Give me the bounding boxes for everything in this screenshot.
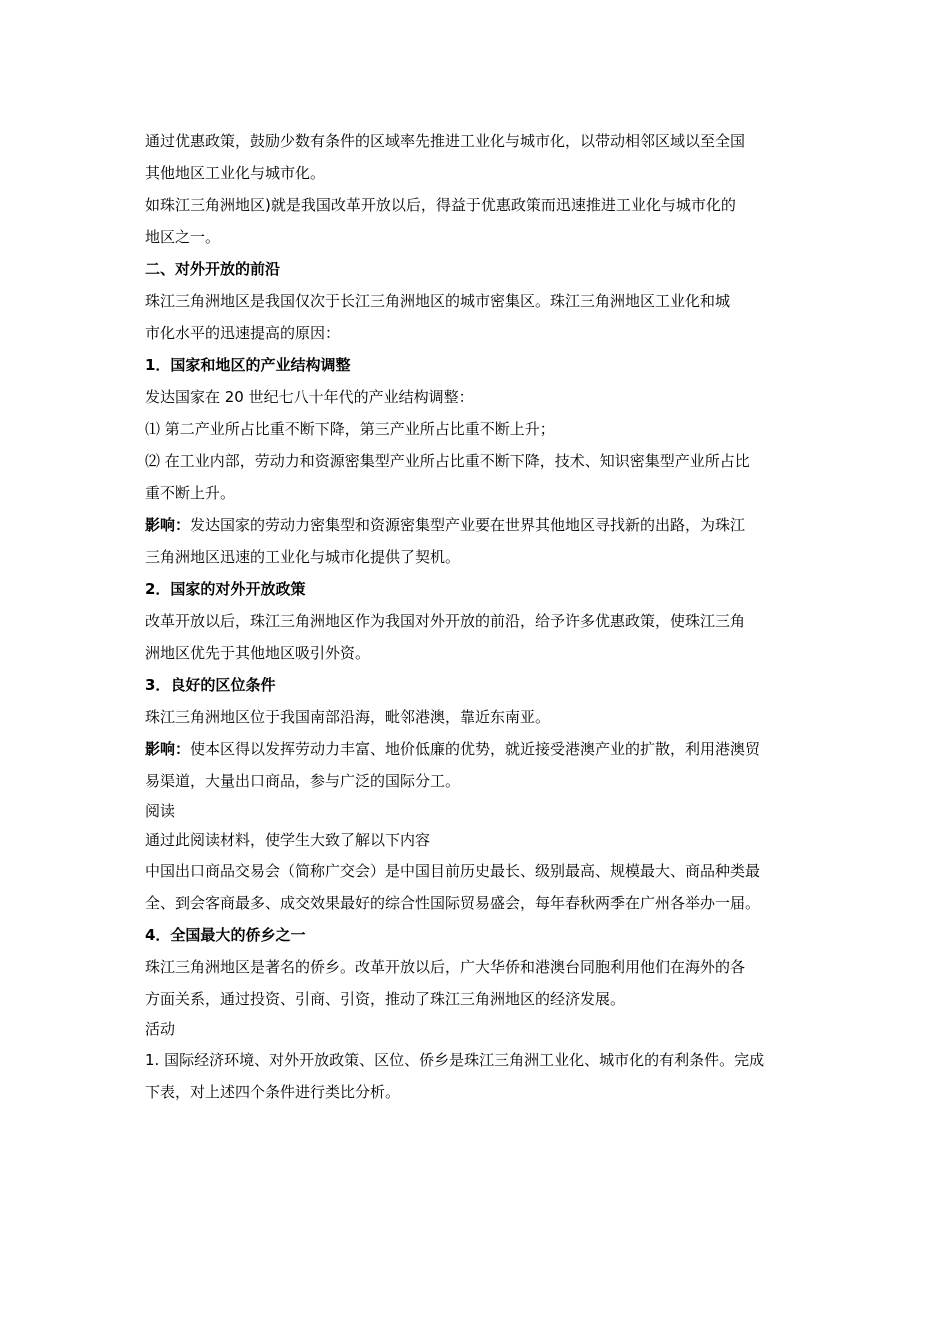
paragraph-line: 全、到会客商最多、成交效果最好的综合性国际贸易盛会，每年春秋两季在广州各举办一届。 (145, 894, 761, 912)
impact-text: 发达国家的劳动力密集型和资源密集型产业要在世界其他地区寻找新的出路，为珠江 (190, 516, 746, 534)
list-item: ⑵ 在工业内部，劳动力和资源密集型产业所占比重不断下降，技术、知识密集型产业所占比 (145, 452, 750, 470)
document-body (145, 125, 810, 1108)
subsection-heading: 3．良好的区位条件 (145, 676, 276, 694)
impact-label: 影响： (145, 516, 191, 534)
paragraph-line: 珠江三角洲地区位于我国南部沿海，毗邻港澳，靠近东南亚。 (145, 708, 551, 726)
paragraph-line: 发达国家在 20 世纪七八十年代的产业结构调整： (145, 388, 474, 406)
paragraph-line: 如珠江三角洲地区)就是我国改革开放以后，得益于优惠政策而迅速推进工业化与城市化的 (145, 196, 736, 214)
subsection-heading: 1．国家和地区的产业结构调整 (145, 356, 351, 374)
paragraph-line: 其他地区工业化与城市化。 (145, 164, 326, 182)
paragraph-line: 地区之一。 (145, 228, 221, 246)
subsection-heading: 4．全国最大的侨乡之一 (145, 926, 306, 944)
list-item: ⑴ 第二产业所占比重不断下降，第三产业所占比重不断上升； (145, 420, 555, 438)
paragraph-line: 1. 国际经济环境、对外开放政策、区位、侨乡是珠江三角洲工业化、城市化的有利条件。完成 (145, 1051, 765, 1069)
paragraph-line: 市化水平的迅速提高的原因： (145, 324, 341, 342)
paragraph-line: 通过此阅读材料，使学生大致了解以下内容 (145, 831, 431, 849)
paragraph-line: 易渠道，大量出口商品，参与广泛的国际分工。 (145, 772, 461, 790)
impact-text: 使本区得以发挥劳动力丰富、地价低廉的优势，就近接受港澳产业的扩散，利用港澳贸 (190, 740, 761, 758)
paragraph-line: 珠江三角洲地区是著名的侨乡。改革开放以后，广大华侨和港澳台同胞利用他们在海外的各 (145, 958, 746, 976)
activity-label: 活动 (145, 1020, 176, 1038)
paragraph-line: 通过优惠政策，鼓励少数有条件的区域率先推进工业化与城市化，以带动相邻区域以至全国 (145, 132, 746, 150)
subsection-heading: 2．国家的对外开放政策 (145, 580, 306, 598)
reading-label: 阅读 (145, 802, 176, 820)
paragraph-line: 珠江三角洲地区是我国仅次于长江三角洲地区的城市密集区。珠江三角洲地区工业化和城 (145, 292, 731, 310)
paragraph-line (145, 733, 810, 765)
section-heading: 二、对外开放的前沿 (145, 260, 281, 278)
paragraph-line: 中国出口商品交易会（简称广交会）是中国目前历史最长、级别最高、规模最大、商品种类最 (145, 862, 761, 880)
paragraph-line: 洲地区优先于其他地区吸引外资。 (145, 644, 371, 662)
paragraph-line: 三角洲地区迅速的工业化与城市化提供了契机。 (145, 548, 461, 566)
paragraph-line: 改革开放以后，珠江三角洲地区作为我国对外开放的前沿，给予许多优惠政策，使珠江三角 (145, 612, 746, 630)
paragraph-line: 方面关系，通过投资、引商、引资，推动了珠江三角洲地区的经济发展。 (145, 990, 626, 1008)
paragraph-line: 重不断上升。 (145, 484, 236, 502)
paragraph-line (145, 509, 810, 541)
impact-label: 影响： (145, 740, 191, 758)
paragraph-line: 下表，对上述四个条件进行类比分析。 (145, 1083, 401, 1101)
